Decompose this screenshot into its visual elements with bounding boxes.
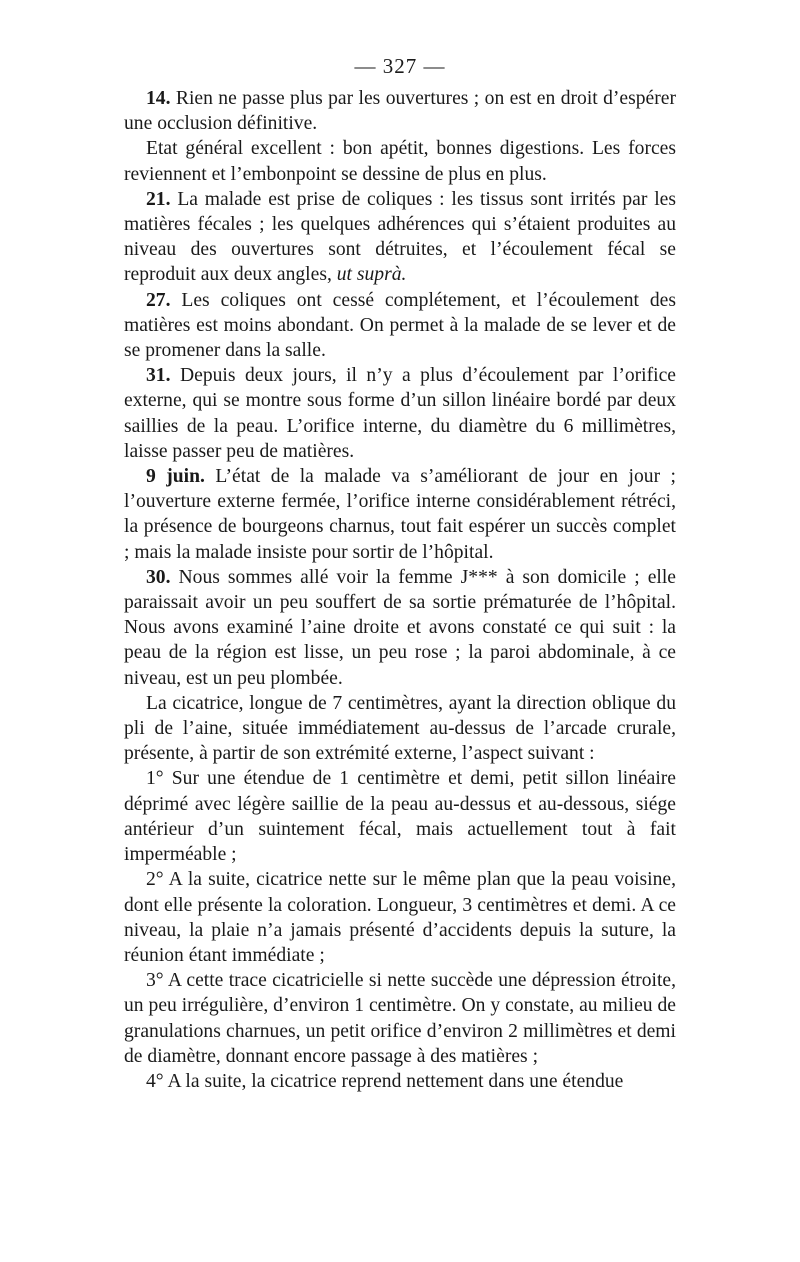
paragraph-text: Rien ne passe plus par les ouvertures ; on est en droit d’espérer une occlusion définitive.: [124, 88, 676, 135]
paragraph-item-4: [124, 1069, 676, 1094]
paragraph-lead: 30.: [146, 566, 171, 588]
paragraph-etat-general: [124, 136, 676, 186]
paragraph-text: Depuis deux jours, il n’y a plus d’écoulement par l’orifice externe, qui se montre sous forme d’un sillon linéaire bordé par deux saillies de la peau. L’orifice interne, du diamètre du 6 millimètres, laisse passer peu de matières.: [124, 365, 676, 462]
paragraph-text: Les coliques ont cessé complétement, et l’écoulement des matières est moins abondant. On permet à la malade de se lever et de se promener dans la salle.: [124, 289, 676, 362]
paragraph-item-2: [124, 867, 676, 968]
paragraph-text: A la suite, cicatrice nette sur le même plan que la peau voisine, dont elle présente la coloration. Longueur, 3 centimètres et demi. A ce niveau, la plaie n’a jamais présenté d’accidents depuis la suture, la réunion étant immédiate ;: [124, 869, 676, 966]
paragraph-lead: 27.: [146, 289, 171, 311]
paragraph-31: [124, 363, 676, 464]
paragraph-lead: 3°: [146, 970, 164, 992]
paragraph-lead: 31.: [146, 365, 171, 387]
paragraph-21: [124, 187, 676, 288]
paragraph-italic: ut suprà.: [336, 264, 407, 286]
paragraph-lead: 4°: [146, 1070, 164, 1092]
paragraph-text: La cicatrice, longue de 7 centimètres, ayant la direction oblique du pli de l’aine, située immédiatement au-dessus de l’arcade crurale, présente, à partir de son extrémité externe, l’aspect suivant :: [124, 692, 676, 765]
paragraph-text: Sur une étendue de 1 centimètre et demi, petit sillon linéaire déprimé avec légère saillie de la peau au-dessus et au-dessous, siége antérieur d’un suintement fécal, mais actuellement tout à fait imperméable ;: [124, 768, 676, 866]
paragraph-text: L’état de la malade va s’améliorant de jour en jour ; l’ouverture externe fermée, l’orifice interne considérablement rétréci, la présence de bourgeons charnus, tout fait espérer un succès complet ; mais la malade insiste pour sortir de l’hôpital.: [124, 466, 676, 563]
paragraph-lead: 9 juin.: [146, 466, 205, 488]
paragraph-text: Etat général excellent : bon apétit, bonnes digestions. Les forces reviennent et l’embonpoint se dessine de plus en plus.: [124, 138, 676, 185]
paragraph-lead: 14.: [146, 88, 171, 109]
paragraph-item-1: [124, 766, 676, 867]
paragraph-text: Nous sommes allé voir la femme J*** à son domicile ; elle paraissait avoir un peu souffert de sa sortie prématurée de l’hôpital. Nous avons examiné l’aine droite et avons constaté ce qui suit : la peau de la région est lisse, un peu rose ; la paroi abdominale, à ce niveau, est un peu plombée.: [124, 566, 676, 689]
paragraph-lead: 1°: [146, 768, 164, 790]
paragraph-cicatrice: [124, 691, 676, 767]
paragraph-27: [124, 288, 676, 364]
paragraph-text: A la suite, la cicatrice reprend nettement dans une étendue: [163, 1070, 624, 1092]
paragraph-14: [124, 86, 676, 136]
paragraph-30: [124, 565, 676, 691]
document-page: [124, 54, 676, 1094]
paragraph-lead: 2°: [146, 869, 164, 891]
paragraph-text: A cette trace cicatricielle si nette succède une dépression étroite, un peu irrégulière, d’environ 1 centimètre. On y constate, au milieu de granulations charnues, un petit orifice d’environ 2 millimètres et demi de diamètre, donnant encore passage à des matières ;: [124, 970, 676, 1067]
page-number: — 327 —: [354, 54, 446, 78]
paragraph-item-3: [124, 968, 676, 1069]
paragraph-9-juin: [124, 464, 676, 565]
paragraph-lead: 21.: [146, 188, 171, 210]
paragraph-text: La malade est prise de coliques : les tissus sont irrités par les matières fécales ; les quelques adhérences qui s’étaient produites au niveau des ouvertures sont détruites, et l’écoulement fécal se reproduit aux deux angles,: [124, 188, 676, 286]
